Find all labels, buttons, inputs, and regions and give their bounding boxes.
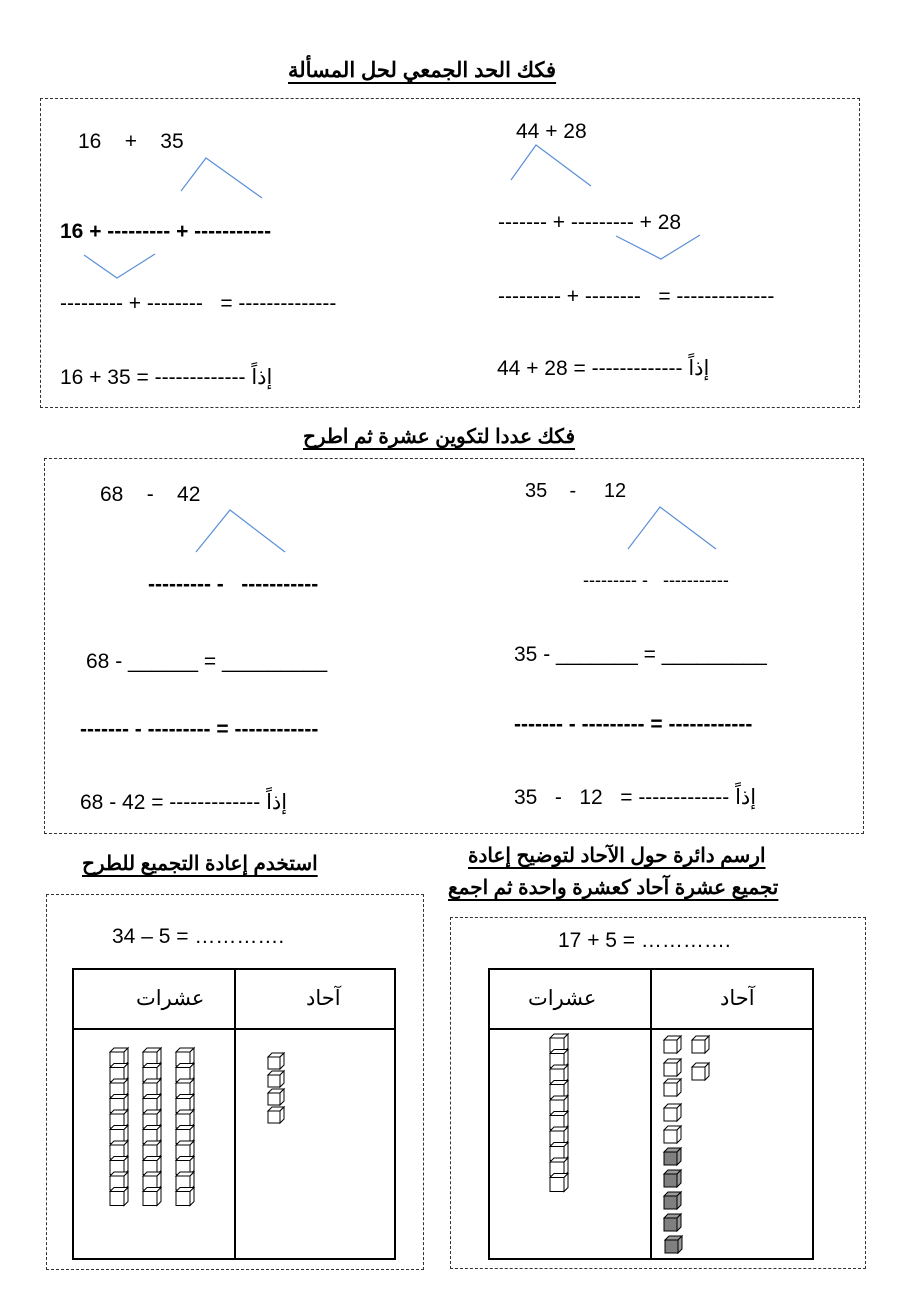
ones-cube [268, 1089, 284, 1105]
ones-cube [664, 1059, 681, 1076]
tens-rod-cube [110, 1188, 128, 1206]
shaded-ones-cube [664, 1192, 681, 1209]
section3-title: استخدم إعادة التجميع للطرح [82, 853, 318, 875]
s2-right-step2: 35 - _______ = _________ [514, 643, 767, 666]
s1-right-problem: 44 + 28 [516, 120, 587, 143]
ones-cube [692, 1063, 709, 1080]
shaded-ones-cube [665, 1236, 682, 1253]
s4-equation: 17 + 5 = …………. [558, 929, 731, 952]
tens-header: عشرات [528, 987, 597, 1010]
s3-equation: 34 – 5 = …………. [112, 925, 285, 948]
s2-left-step2: 68 - ______ = _________ [86, 650, 328, 673]
s1-right-step1: ------- + --------- + 28 [498, 211, 682, 234]
shaded-ones-cube [664, 1170, 681, 1187]
s2-right-problem: 35 - 12 [525, 480, 627, 502]
s2-left-step3: ------- - --------- = ------------ [80, 718, 319, 741]
ones-cube [664, 1079, 681, 1096]
tens-rod-cube [550, 1174, 568, 1192]
ones-cube [268, 1107, 284, 1123]
ones-cube [664, 1036, 681, 1053]
s1-left-step2: --------- + -------- = -------------- [60, 292, 337, 315]
tens-rod-cube [143, 1188, 161, 1206]
s2-left-problem: 68 - 42 [100, 483, 201, 506]
s1-right-answer: 44 + 28 = ------------- إذاً [497, 357, 710, 380]
s2-left-step1: --------- - ----------- [148, 573, 319, 596]
section4-title-line1: ارسم دائرة حول الآحاد لتوضيح إعادة [468, 845, 766, 867]
ones-cube [268, 1071, 284, 1087]
s1-left-problem: 16 + 35 [78, 130, 184, 153]
ones-cube [692, 1036, 709, 1053]
ones-cube [664, 1104, 681, 1121]
section1-title: فكك الحد الجمعي لحل المسألة [288, 59, 557, 82]
section4-title-line2: تجميع عشرة آحاد كعشرة واحدة ثم اجمع [448, 877, 779, 899]
shaded-ones-cube [664, 1214, 681, 1231]
s2-right-step3: ------- - --------- = ------------ [514, 713, 753, 736]
s1-right-step2: --------- + -------- = -------------- [498, 285, 775, 308]
s1-left-step1: 16 + --------- + ----------- [60, 220, 272, 243]
section2-title: فكك عددا لتكوين عشرة ثم اطرح [303, 426, 576, 448]
shaded-ones-cube [664, 1148, 681, 1165]
ones-cube [268, 1053, 284, 1069]
ones-cube [664, 1126, 681, 1143]
tens-rod-cube [176, 1188, 194, 1206]
ones-header: آحاد [306, 987, 341, 1010]
ones-header: آحاد [720, 987, 755, 1010]
s2-left-answer: 68 - 42 = ------------- إذاً [80, 791, 288, 814]
s2-right-step1: --------- - ----------- [583, 570, 729, 590]
s1-left-answer: 16 + 35 = ------------- إذاً [60, 366, 273, 389]
s2-right-answer: 35 - 12 = ------------- إذاً [514, 786, 757, 809]
tens-header: عشرات [136, 987, 205, 1010]
